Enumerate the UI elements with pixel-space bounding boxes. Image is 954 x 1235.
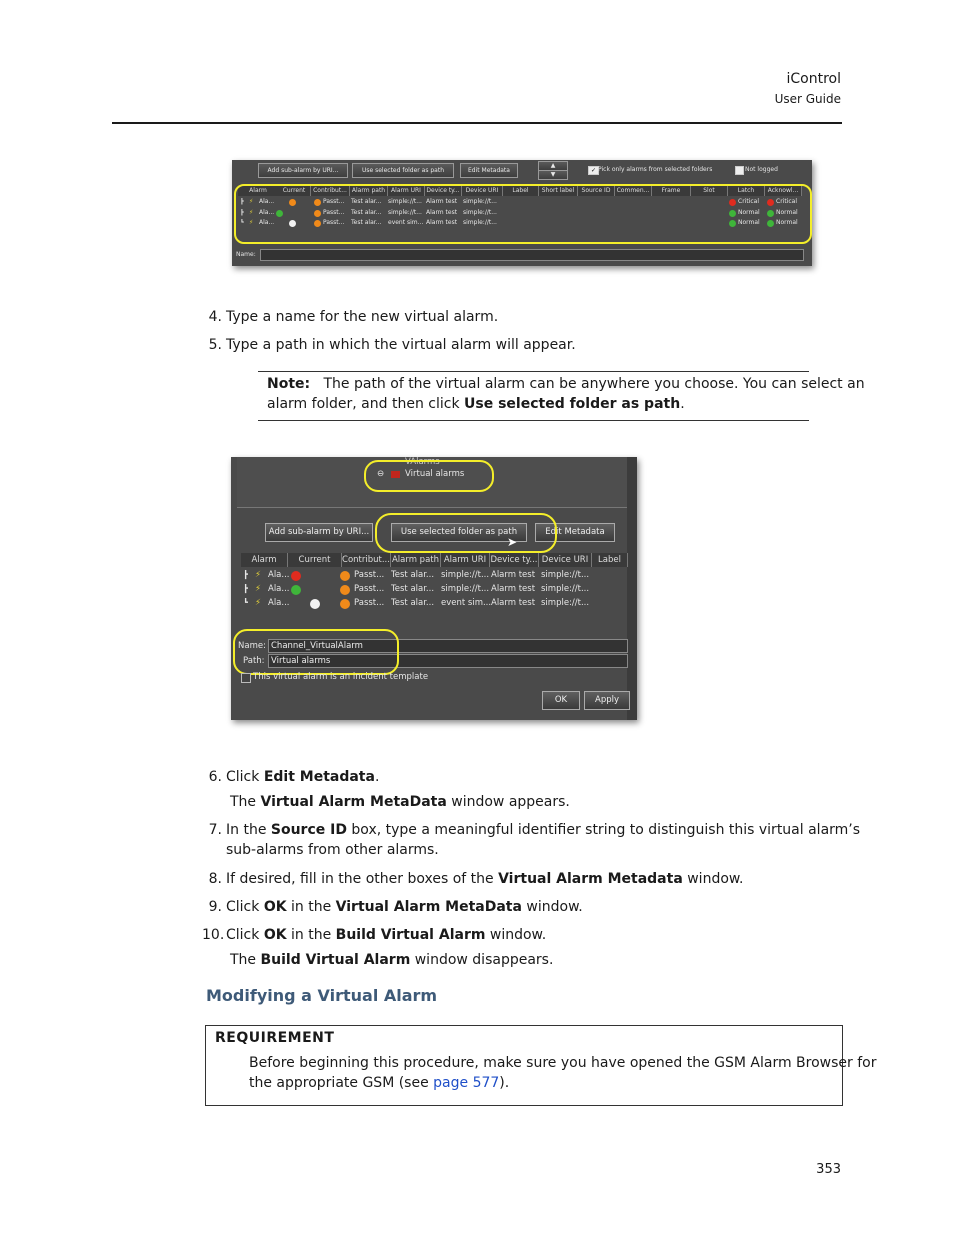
step-bold: OK <box>263 927 287 943</box>
note-text-1: The path of the virtual alarm can be anywhere you choose. You can select an <box>323 376 865 392</box>
col-device-type[interactable]: Device ty... <box>425 186 462 196</box>
edit-metadata-button[interactable]: Edit Metadata <box>460 163 518 178</box>
col-acknowledged[interactable]: Acknowl... <box>765 186 802 196</box>
step-text: . <box>374 769 380 785</box>
page-number: 353 <box>816 1162 841 1177</box>
step-text: in the <box>286 899 336 915</box>
col-current[interactable]: Current <box>278 186 311 196</box>
result-text: window disappears. <box>410 952 554 968</box>
header-title: iControl <box>786 71 841 87</box>
step-number: 9. <box>208 899 222 915</box>
note <box>267 374 865 414</box>
col-device-uri[interactable]: Device URI <box>539 553 592 567</box>
tree-line-icon: ┣ <box>243 570 249 580</box>
note-label: Note: <box>267 376 311 392</box>
step-text: box, type a meaningful identifier string to distinguish this virtual alarm’s <box>346 822 861 838</box>
col-frame[interactable]: Frame <box>652 186 691 196</box>
name-label: Name: <box>236 251 256 258</box>
cell-devtype: Alarm test <box>426 219 458 226</box>
screenshot-build-virtual-alarm <box>231 457 637 720</box>
tree-line-icon: ┗ <box>240 219 244 226</box>
cell-devtype: Alarm test <box>491 584 536 594</box>
col-comment[interactable]: Commen... <box>615 186 652 196</box>
cell-ack: Normal <box>776 209 798 216</box>
step-10-result <box>230 950 553 970</box>
add-sub-alarm-button[interactable]: Add sub-alarm by URI... <box>265 523 373 542</box>
cell-uri: simple://t... <box>441 584 490 594</box>
cell-path: Test alar... <box>351 198 382 205</box>
not-logged-checkbox[interactable] <box>735 166 744 175</box>
step-number: 5. <box>208 337 222 353</box>
step-number: 6. <box>208 769 222 785</box>
tree-line-icon: ┣ <box>243 584 249 594</box>
col-label[interactable]: Label <box>592 553 628 567</box>
incident-checkbox-label: This virtual alarm is an incident template <box>253 672 429 682</box>
col-device-uri[interactable]: Device URI <box>462 186 503 196</box>
step-bold: Build Virtual Alarm <box>335 927 486 943</box>
apply-button[interactable]: Apply <box>584 691 630 710</box>
path-field[interactable]: Virtual alarms <box>268 654 628 668</box>
header-subtitle: User Guide <box>774 92 841 106</box>
header-rule <box>112 122 842 124</box>
step-text: Click <box>226 769 264 785</box>
step-6-result <box>230 792 570 812</box>
step-text: window. <box>485 927 547 943</box>
use-selected-folder-button[interactable]: Use selected folder as path <box>391 523 527 542</box>
tree-line-icon: ┣ <box>240 209 244 216</box>
requirement-line-1: Before beginning this procedure, make sure you have opened the GSM Alarm Browser for <box>249 1055 877 1071</box>
cell-alarm: Ala... <box>268 570 290 580</box>
alarm-icon: ⚡ <box>249 209 254 216</box>
cell-contrib: Passt... <box>354 584 385 594</box>
cell-contrib: Passt... <box>323 209 345 216</box>
tree-line-icon: ┗ <box>243 598 249 608</box>
requirement-box <box>205 1025 877 1106</box>
step-text: Click <box>226 927 264 943</box>
tree-item-valarms[interactable]: VAlarms <box>405 457 440 467</box>
highlight-fields-ellipse <box>233 629 399 675</box>
cell-devuri: simple://t... <box>463 209 497 216</box>
cell-path: Test alar... <box>391 584 435 594</box>
cell-alarm: Ala... <box>259 209 275 216</box>
col-label[interactable]: Label <box>503 186 539 196</box>
ok-button[interactable]: OK <box>542 691 580 710</box>
step-text-line2: sub-alarms from other alarms. <box>226 842 439 858</box>
cell-devtype: Alarm test <box>426 209 458 216</box>
name-field[interactable]: Channel_VirtualAlarm <box>268 639 628 653</box>
step-text: In the <box>226 822 271 838</box>
step-text: window. <box>682 871 744 887</box>
highlight-tree-ellipse <box>364 460 494 492</box>
pick-only-checkbox[interactable]: ✓ <box>588 166 599 175</box>
pick-only-label: Pick only alarms from selected folders <box>598 166 713 173</box>
step-text: window. <box>521 899 583 915</box>
not-logged-label: Not logged <box>745 166 778 173</box>
step-bold: OK <box>263 899 287 915</box>
edit-metadata-button[interactable]: Edit Metadata <box>535 523 615 542</box>
name-label: Name: <box>238 641 266 651</box>
col-alarm-path[interactable]: Alarm path <box>350 186 388 196</box>
step-number: 8. <box>208 871 222 887</box>
cell-devtype: Alarm test <box>491 598 536 608</box>
cell-devtype: Alarm test <box>426 198 458 205</box>
result-text: window appears. <box>446 794 570 810</box>
arrow-up-icon: ▲ <box>550 162 556 169</box>
step-number: 7. <box>208 822 222 838</box>
step-text: in the <box>286 927 336 943</box>
col-alarm[interactable]: Alarm <box>238 186 279 196</box>
cell-contrib: Passt... <box>354 570 385 580</box>
cell-ack: Normal <box>776 219 798 226</box>
cell-ack: Critical <box>776 198 797 205</box>
highlight-button-ellipse <box>375 513 557 553</box>
col-contrib[interactable]: Contribut... <box>342 555 390 565</box>
result-text: The <box>230 794 261 810</box>
alarm-icon: ⚡ <box>249 219 254 226</box>
cell-path: Test alar... <box>391 598 435 608</box>
contrib-orange-dot <box>340 585 350 595</box>
cell-path: Test alar... <box>391 570 435 580</box>
screenshot-alarm-list <box>232 160 812 266</box>
cell-alarm: Ala... <box>268 598 290 608</box>
step-number: 10. <box>202 927 225 943</box>
cell-uri: simple://t... <box>388 198 422 205</box>
arrow-down-icon: ▼ <box>550 171 556 178</box>
step-text: Type a name for the new virtual alarm. <box>226 309 499 325</box>
result-bold: Virtual Alarm MetaData <box>260 794 447 810</box>
note-end: . <box>680 396 685 412</box>
expand-icon[interactable]: ⊖ <box>377 469 385 479</box>
cell-alarm: Ala... <box>259 219 275 226</box>
cell-uri: simple://t... <box>388 209 422 216</box>
note-bold: Use selected folder as path <box>464 396 681 412</box>
step-text: Click <box>226 899 264 915</box>
contrib-orange-dot <box>340 571 350 581</box>
cell-latch: Normal <box>738 209 760 216</box>
add-sub-alarm-button[interactable]: Add sub-alarm by URI... <box>258 163 348 178</box>
note-text-2: alarm folder, and then click <box>267 396 460 412</box>
note-rule-top <box>258 371 809 372</box>
status-green-dot <box>291 585 301 595</box>
requirement-end: ). <box>499 1075 510 1091</box>
alarm-icon: ⚡ <box>255 598 261 608</box>
cell-path: Test alar... <box>351 209 382 216</box>
tree-item-virtual-alarms[interactable]: Virtual alarms <box>405 469 465 479</box>
col-alarm-uri[interactable]: Alarm URI <box>441 553 490 567</box>
cell-contrib: Passt... <box>323 198 345 205</box>
cell-uri: event sim... <box>388 219 424 226</box>
use-selected-folder-button[interactable]: Use selected folder as path <box>352 163 454 178</box>
result-text: The <box>230 952 261 968</box>
cell-alarm: Ala... <box>268 584 290 594</box>
contrib-orange-dot <box>340 599 350 609</box>
step-bold: Edit Metadata <box>263 769 375 785</box>
cell-alarm: Ala... <box>259 198 275 205</box>
mouse-cursor-icon: ➤ <box>507 535 518 549</box>
step-bold: Source ID <box>270 822 347 838</box>
name-field[interactable] <box>260 249 804 261</box>
status-red-dot <box>291 571 301 581</box>
cell-contrib: Passt... <box>323 219 345 226</box>
col-alarm-path[interactable]: Alarm path <box>391 555 440 565</box>
note-rule-bottom <box>258 420 809 421</box>
cell-uri: simple://t... <box>441 570 490 580</box>
move-down-button[interactable] <box>538 170 568 180</box>
col-current[interactable]: Current <box>288 553 342 567</box>
col-short-label[interactable]: Short label <box>539 186 578 196</box>
alarm-icon: ⚡ <box>249 198 254 205</box>
section-heading: Modifying a Virtual Alarm <box>206 986 438 1005</box>
requirement-label: REQUIREMENT <box>215 1030 335 1046</box>
cell-contrib: Passt... <box>354 598 385 608</box>
requirement-line-2: the appropriate GSM (see <box>249 1075 434 1091</box>
path-label: Path: <box>243 656 265 666</box>
step-bold: Virtual Alarm Metadata <box>498 871 683 887</box>
cell-devuri: simple://t... <box>541 584 590 594</box>
page-link[interactable]: page 577 <box>433 1075 500 1091</box>
alarm-icon: ⚡ <box>255 584 261 594</box>
step-text: Type a path in which the virtual alarm will appear. <box>226 337 576 353</box>
col-source-id[interactable]: Source ID <box>578 186 615 196</box>
tree-line-icon: ┣ <box>240 198 244 205</box>
cell-devuri: simple://t... <box>463 219 497 226</box>
status-white-dot <box>310 599 320 609</box>
step-bold: Virtual Alarm MetaData <box>335 899 522 915</box>
col-latch[interactable]: Latch <box>728 186 765 196</box>
col-contrib[interactable]: Contribut... <box>311 186 350 196</box>
scrollbar[interactable] <box>627 457 637 720</box>
step-number: 4. <box>208 309 222 325</box>
cell-path: Test alar... <box>351 219 382 226</box>
cell-devtype: Alarm test <box>491 570 536 580</box>
alarm-icon: ⚡ <box>255 570 261 580</box>
incident-checkbox[interactable] <box>241 673 251 683</box>
requirement-text <box>249 1053 876 1093</box>
cell-devuri: simple://t... <box>541 598 590 608</box>
cell-devuri: simple://t... <box>463 198 497 205</box>
cell-latch: Critical <box>738 198 759 205</box>
col-alarm-uri[interactable]: Alarm URI <box>388 186 425 196</box>
step-text: If desired, fill in the other boxes of the <box>226 871 499 887</box>
result-bold: Build Virtual Alarm <box>260 952 411 968</box>
col-device-type[interactable]: Device ty... <box>490 555 538 565</box>
cell-devuri: simple://t... <box>541 570 590 580</box>
col-alarm[interactable]: Alarm <box>241 553 288 567</box>
cell-latch: Normal <box>738 219 760 226</box>
highlight-ellipse <box>234 184 812 244</box>
cell-uri: event sim... <box>441 598 492 608</box>
col-slot[interactable]: Slot <box>691 186 728 196</box>
